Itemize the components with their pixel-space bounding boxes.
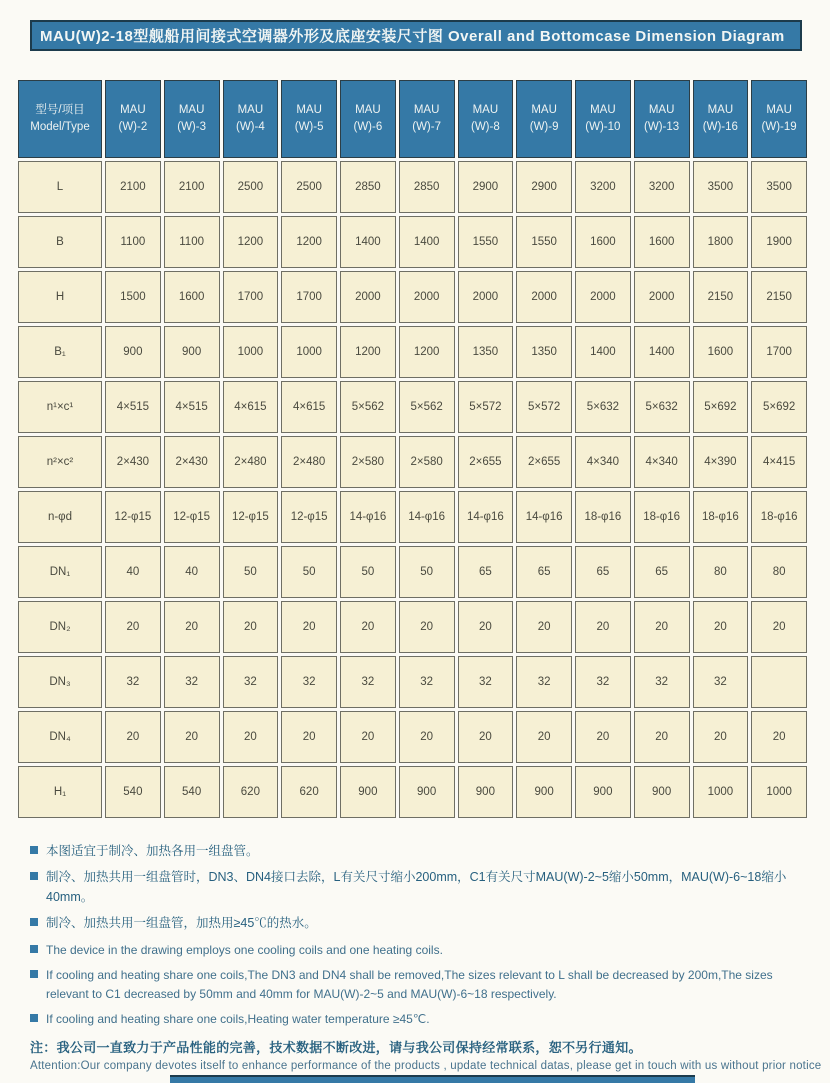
table-cell: 14-φ16 <box>458 491 514 543</box>
column-header: MAU (W)-9 <box>516 80 572 158</box>
note-item <box>30 842 810 861</box>
table-cell: 4×515 <box>164 381 220 433</box>
note-item <box>30 941 810 960</box>
row-label: H₁ <box>18 766 102 818</box>
table-cell: 20 <box>105 711 161 763</box>
table-cell: 2000 <box>516 271 572 323</box>
table-cell: 20 <box>458 601 514 653</box>
table-cell: 20 <box>634 711 690 763</box>
table-cell: 32 <box>399 656 455 708</box>
table-cell: 20 <box>516 711 572 763</box>
table-cell: 2900 <box>516 161 572 213</box>
table-cell: 1000 <box>751 766 807 818</box>
table-cell: 32 <box>223 656 279 708</box>
table-cell: 2000 <box>340 271 396 323</box>
table-cell: 2×430 <box>164 436 220 488</box>
column-header: MAU (W)-13 <box>634 80 690 158</box>
table-cell: 20 <box>399 711 455 763</box>
row-label: n-φd <box>18 491 102 543</box>
table-cell: 1600 <box>575 216 631 268</box>
note-text: 本图适宜于制冷、加热各用一组盘管。 <box>46 844 259 858</box>
table-cell: 2×655 <box>458 436 514 488</box>
note-text: 制冷、加热共用一组盘管，加热用≥45℃的热水。 <box>46 916 317 931</box>
table-cell: 3200 <box>575 161 631 213</box>
table-cell: 40 <box>105 546 161 598</box>
table-cell: 20 <box>223 601 279 653</box>
table-cell: 4×515 <box>105 381 161 433</box>
table-cell: 1400 <box>399 216 455 268</box>
column-header: MAU (W)-7 <box>399 80 455 158</box>
table-cell: 540 <box>164 766 220 818</box>
table-cell: 2×655 <box>516 436 572 488</box>
table-cell: 4×615 <box>223 381 279 433</box>
table-cell: 32 <box>164 656 220 708</box>
table-cell: 20 <box>751 601 807 653</box>
table-cell: 5×562 <box>399 381 455 433</box>
table-cell: 1000 <box>223 326 279 378</box>
table-cell: 14-φ16 <box>399 491 455 543</box>
row-label: B <box>18 216 102 268</box>
table-cell: 2100 <box>164 161 220 213</box>
table-cell: 900 <box>105 326 161 378</box>
column-header: MAU (W)-2 <box>105 80 161 158</box>
table-cell: 2100 <box>105 161 161 213</box>
table-cell: 1000 <box>693 766 749 818</box>
table-cell: 32 <box>693 656 749 708</box>
table-cell: 1700 <box>281 271 337 323</box>
table-cell: 4×340 <box>634 436 690 488</box>
table-cell: 12-φ15 <box>223 491 279 543</box>
table-cell: 40 <box>164 546 220 598</box>
note-text: The device in the drawing employs one cooling coils and one heating coils. <box>46 942 443 957</box>
table-cell: 2850 <box>340 161 396 213</box>
table-cell: 900 <box>634 766 690 818</box>
table-cell: 14-φ16 <box>340 491 396 543</box>
table-cell: 20 <box>399 601 455 653</box>
table-cell: 20 <box>693 601 749 653</box>
row-label: DN₃ <box>18 656 102 708</box>
table-cell: 20 <box>751 711 807 763</box>
table-cell: 1100 <box>105 216 161 268</box>
table-cell: 4×390 <box>693 436 749 488</box>
table-cell: 1200 <box>281 216 337 268</box>
table-cell: 50 <box>281 546 337 598</box>
table-cell: 1200 <box>223 216 279 268</box>
row-label: B₁ <box>18 326 102 378</box>
table-cell: 2000 <box>634 271 690 323</box>
table-cell: 20 <box>575 711 631 763</box>
table-cell: 4×340 <box>575 436 631 488</box>
row-label: n²×c² <box>18 436 102 488</box>
table-cell: 20 <box>634 601 690 653</box>
table-cell: 1400 <box>575 326 631 378</box>
table-cell: 20 <box>281 711 337 763</box>
table-cell: 1200 <box>340 326 396 378</box>
row-label: n¹×c¹ <box>18 381 102 433</box>
table-cell: 1600 <box>164 271 220 323</box>
note-text: 制冷、加热共用一组盘管时，DN3、DN4接口去除，L有关尺寸缩小200mm，C1有关尺寸MAU(W)-2~5缩小50mm，MAU(W)-6~18缩小40mm。 <box>46 870 787 904</box>
table-cell: 1700 <box>751 326 807 378</box>
table-cell: 20 <box>340 601 396 653</box>
note-item <box>30 914 810 933</box>
table-cell: 32 <box>281 656 337 708</box>
note-item <box>30 1010 810 1029</box>
table-cell: 65 <box>575 546 631 598</box>
table-cell: 900 <box>340 766 396 818</box>
table-cell: 5×632 <box>634 381 690 433</box>
table-cell: 1400 <box>340 216 396 268</box>
table-cell: 2000 <box>458 271 514 323</box>
table-cell: 50 <box>223 546 279 598</box>
corner-header: 型号/项目 Model/Type <box>18 80 102 158</box>
table-cell: 620 <box>223 766 279 818</box>
table-cell: 20 <box>164 601 220 653</box>
table-cell: 1100 <box>164 216 220 268</box>
table-cell: 20 <box>693 711 749 763</box>
table-cell: 32 <box>458 656 514 708</box>
table-cell: 900 <box>516 766 572 818</box>
table-cell: 20 <box>458 711 514 763</box>
table-cell: 18-φ16 <box>693 491 749 543</box>
row-label: DN₄ <box>18 711 102 763</box>
table-cell: 12-φ15 <box>105 491 161 543</box>
attention-text-cn: 注：我公司一直致力于产品性能的完善，技术数据不断改进，请与我公司保持经常联系，恕不另行通知。 <box>30 1040 642 1055</box>
row-label: DN₂ <box>18 601 102 653</box>
table-cell: 3500 <box>693 161 749 213</box>
bullet-square-icon <box>30 970 38 978</box>
table-cell: 1600 <box>693 326 749 378</box>
table-cell: 65 <box>634 546 690 598</box>
table-cell: 32 <box>340 656 396 708</box>
table-cell: 18-φ16 <box>575 491 631 543</box>
column-header: MAU (W)-19 <box>751 80 807 158</box>
table-cell: 1550 <box>458 216 514 268</box>
table-cell: 2000 <box>399 271 455 323</box>
row-label: L <box>18 161 102 213</box>
table-cell: 1900 <box>751 216 807 268</box>
attention-footer <box>30 1037 820 1072</box>
bullet-square-icon <box>30 872 38 880</box>
dimension-table <box>18 80 807 818</box>
table-cell: 2×430 <box>105 436 161 488</box>
table-cell: 20 <box>516 601 572 653</box>
table-cell: 2000 <box>575 271 631 323</box>
table-cell: 1800 <box>693 216 749 268</box>
table-cell: 900 <box>164 326 220 378</box>
table-cell: 5×692 <box>693 381 749 433</box>
table-cell: 620 <box>281 766 337 818</box>
table-cell: 50 <box>399 546 455 598</box>
table-cell: 2150 <box>693 271 749 323</box>
column-header: MAU (W)-5 <box>281 80 337 158</box>
table-cell: 1350 <box>516 326 572 378</box>
table-cell: 540 <box>105 766 161 818</box>
table-cell: 1700 <box>223 271 279 323</box>
table-cell: 80 <box>693 546 749 598</box>
table-cell: 12-φ15 <box>281 491 337 543</box>
bullet-square-icon <box>30 1014 38 1022</box>
table-cell: 2×580 <box>340 436 396 488</box>
table-cell: 1600 <box>634 216 690 268</box>
table-cell: 1550 <box>516 216 572 268</box>
table-cell <box>751 656 807 708</box>
cutoff-blue-bar <box>170 1075 695 1083</box>
column-header: MAU (W)-4 <box>223 80 279 158</box>
table-cell: 50 <box>340 546 396 598</box>
table-cell: 18-φ16 <box>634 491 690 543</box>
table-cell: 1500 <box>105 271 161 323</box>
table-cell: 20 <box>575 601 631 653</box>
table-cell: 900 <box>575 766 631 818</box>
table-cell: 1000 <box>281 326 337 378</box>
table-cell: 1400 <box>634 326 690 378</box>
note-item <box>30 868 810 907</box>
notes-list <box>30 842 810 1036</box>
page-title: MAU(W)2-18型舰船用间接式空调器外形及底座安装尺寸图 Overall and Bottomcase Dimension Diagram <box>40 28 785 45</box>
table-cell: 32 <box>634 656 690 708</box>
table-cell: 2500 <box>223 161 279 213</box>
column-header: MAU (W)-16 <box>693 80 749 158</box>
table-cell: 5×572 <box>458 381 514 433</box>
table-cell: 900 <box>399 766 455 818</box>
table-cell: 2900 <box>458 161 514 213</box>
table-cell: 32 <box>105 656 161 708</box>
bullet-square-icon <box>30 846 38 854</box>
table-cell: 20 <box>105 601 161 653</box>
table-cell: 65 <box>458 546 514 598</box>
table-cell: 5×562 <box>340 381 396 433</box>
attention-text-en: Attention:Our company devotes itself to enhance performance of the products , update technical datas, please get in touch with us without prior notice <box>30 1060 822 1072</box>
table-cell: 1350 <box>458 326 514 378</box>
page-title-bar <box>30 20 802 51</box>
table-cell: 32 <box>575 656 631 708</box>
table-cell: 5×692 <box>751 381 807 433</box>
table-cell: 18-φ16 <box>751 491 807 543</box>
table-cell: 20 <box>340 711 396 763</box>
column-header: MAU (W)-3 <box>164 80 220 158</box>
table-cell: 20 <box>164 711 220 763</box>
table-cell: 5×632 <box>575 381 631 433</box>
column-header: MAU (W)-6 <box>340 80 396 158</box>
table-cell: 900 <box>458 766 514 818</box>
row-label: DN₁ <box>18 546 102 598</box>
table-cell: 12-φ15 <box>164 491 220 543</box>
table-cell: 2850 <box>399 161 455 213</box>
table-cell: 20 <box>281 601 337 653</box>
note-text: If cooling and heating share one coils,The DN3 and DN4 shall be removed,The sizes relevant to L shall be decreased by 200m,The sizes relevant to C1 decreased by 50mm and 40mm for MAU(W)-2~5 and MAU(W)-6~18 respectively. <box>46 968 773 1001</box>
bullet-square-icon <box>30 918 38 926</box>
table-cell: 65 <box>516 546 572 598</box>
table-cell: 2×480 <box>281 436 337 488</box>
bullet-square-icon <box>30 945 38 953</box>
note-item <box>30 966 810 1003</box>
column-header: MAU (W)-10 <box>575 80 631 158</box>
table-cell: 2×580 <box>399 436 455 488</box>
table-cell: 3500 <box>751 161 807 213</box>
table-cell: 2500 <box>281 161 337 213</box>
table-cell: 4×415 <box>751 436 807 488</box>
table-cell: 2150 <box>751 271 807 323</box>
table-cell: 32 <box>516 656 572 708</box>
table-cell: 3200 <box>634 161 690 213</box>
table-cell: 14-φ16 <box>516 491 572 543</box>
column-header: MAU (W)-8 <box>458 80 514 158</box>
note-text: If cooling and heating share one coils,Heating water temperature ≥45℃. <box>46 1012 430 1027</box>
table-cell: 1200 <box>399 326 455 378</box>
table-cell: 2×480 <box>223 436 279 488</box>
row-label: H <box>18 271 102 323</box>
table-cell: 5×572 <box>516 381 572 433</box>
table-cell: 4×615 <box>281 381 337 433</box>
table-cell: 80 <box>751 546 807 598</box>
table-cell: 20 <box>223 711 279 763</box>
